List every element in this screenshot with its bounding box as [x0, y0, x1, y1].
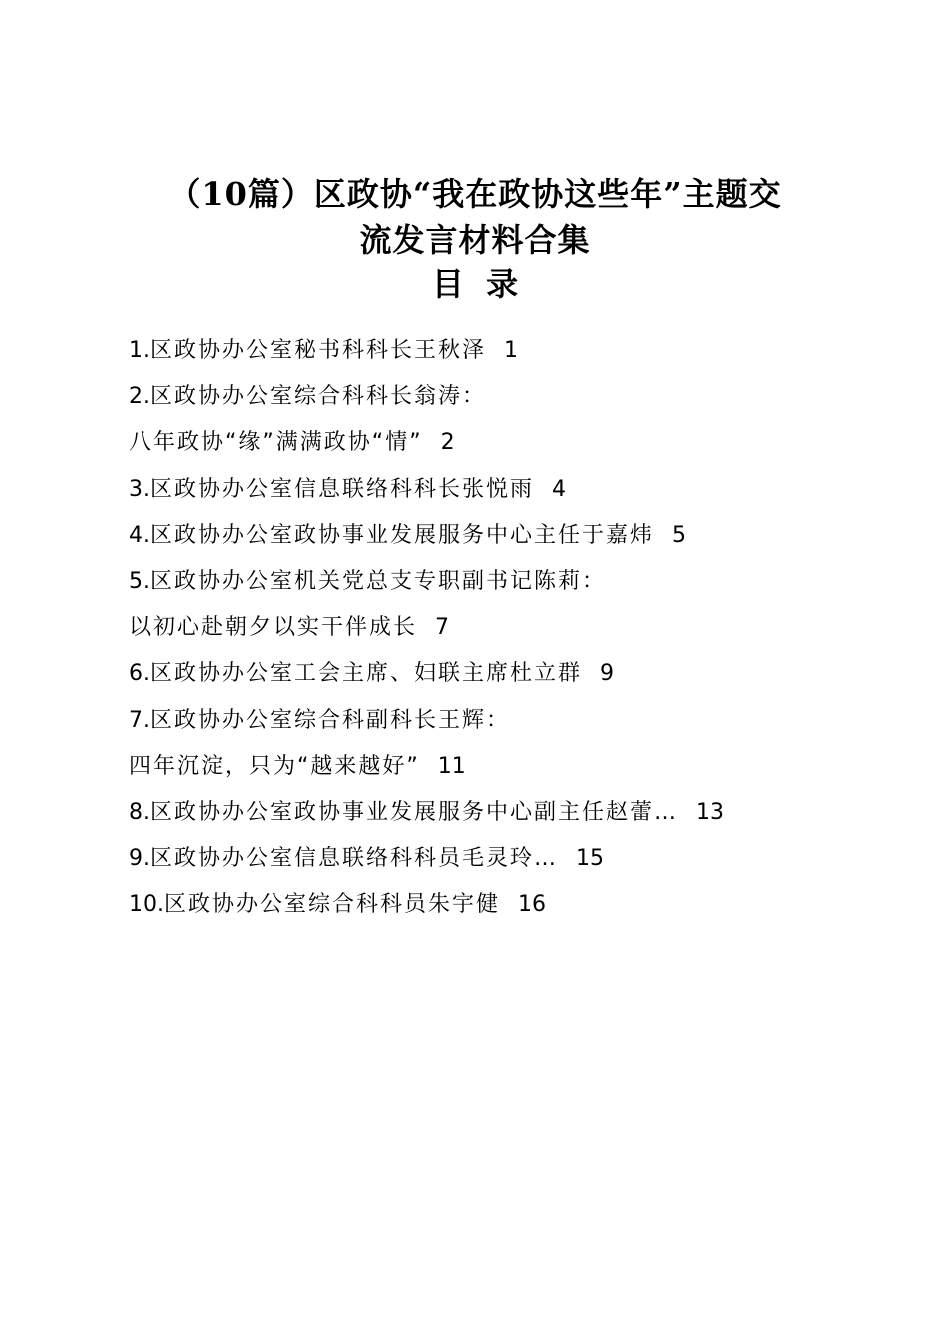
toc-entry: [129, 608, 889, 654]
toc-entry-page: 2: [440, 430, 455, 456]
toc-entry: [129, 654, 889, 700]
document-title-line-1: （10篇）区政协“我在政协这些年”主题交: [168, 175, 782, 213]
toc-entry-text: 区政协办公室秘书科科长王秋泽: [150, 338, 487, 363]
toc-entry: [129, 839, 889, 885]
toc-entry-text: 区政协办公室机关党总支专职副书记陈莉：: [150, 568, 607, 594]
toc-entry-text: 四年沉淀，只为“越来越好”: [129, 753, 420, 779]
toc-entry-text: 区政协办公室工会主席、妇联主席杜立群: [150, 661, 583, 687]
toc-entry-text: 区政协办公室信息联络科科员毛灵玲…: [150, 846, 559, 872]
toc-entry: [129, 562, 889, 608]
table-of-contents: [129, 331, 889, 931]
toc-entry-text: 区政协办公室政协事业发展服务中心副主任赵蕾…: [150, 799, 679, 825]
toc-entry: [129, 701, 889, 747]
toc-entry-number: 2.: [129, 384, 150, 410]
toc-entry-page: 9: [600, 661, 615, 687]
toc-entry: [129, 747, 889, 793]
toc-entry-number: 9.: [129, 846, 150, 872]
toc-entry-text: 八年政协“缘”满满政协“情”: [129, 430, 423, 456]
toc-entry-number: 1.: [129, 338, 150, 363]
toc-entry-text: 区政协办公室信息联络科科长张悦雨: [150, 476, 535, 502]
toc-entry-page: 11: [437, 753, 466, 779]
toc-entry-page: [510, 708, 528, 733]
toc-entry-page: 13: [696, 799, 725, 825]
toc-entry-page: 4: [552, 476, 567, 502]
toc-entry-page: 16: [518, 892, 547, 918]
toc-entry: [129, 516, 889, 562]
toc-entry-page: 5: [672, 522, 687, 548]
toc-entry: [129, 377, 889, 423]
toc-entry-text: 以初心赴朝夕以实干伴成长: [129, 615, 418, 641]
toc-entry-number: 7.: [129, 707, 150, 733]
toc-entry-number: 5.: [129, 568, 150, 594]
toc-entry-text: 区政协办公室综合科副科长王辉：: [150, 707, 511, 733]
toc-heading: 目 录: [431, 265, 519, 303]
document-title-line-2: 流发言材料合集: [359, 221, 591, 259]
toc-entry-number: 8.: [129, 799, 150, 825]
toc-entry-page: 15: [576, 846, 605, 872]
toc-entry: [129, 470, 889, 516]
toc-entry-number: 3.: [129, 476, 150, 502]
toc-entry-page: [486, 384, 504, 409]
toc-entry-number: 6.: [129, 661, 150, 687]
toc-entry-text: 区政协办公室综合科科长翁涛：: [150, 384, 487, 410]
toc-entry-page: [606, 569, 624, 594]
toc-entry-number: 4.: [129, 522, 150, 548]
toc-entry: [129, 331, 889, 377]
toc-entry-text: 区政协办公室综合科科员朱宇健: [164, 892, 501, 918]
toc-entry-text: 区政协办公室政协事业发展服务中心主任于嘉炜: [150, 522, 655, 548]
toc-entry-number: 10.: [129, 892, 164, 918]
toc-entry: [129, 423, 889, 469]
toc-entry-page: 1: [504, 338, 519, 363]
toc-entry: [129, 885, 889, 931]
toc-entry-page: 7: [435, 615, 450, 641]
toc-entry: [129, 793, 889, 839]
